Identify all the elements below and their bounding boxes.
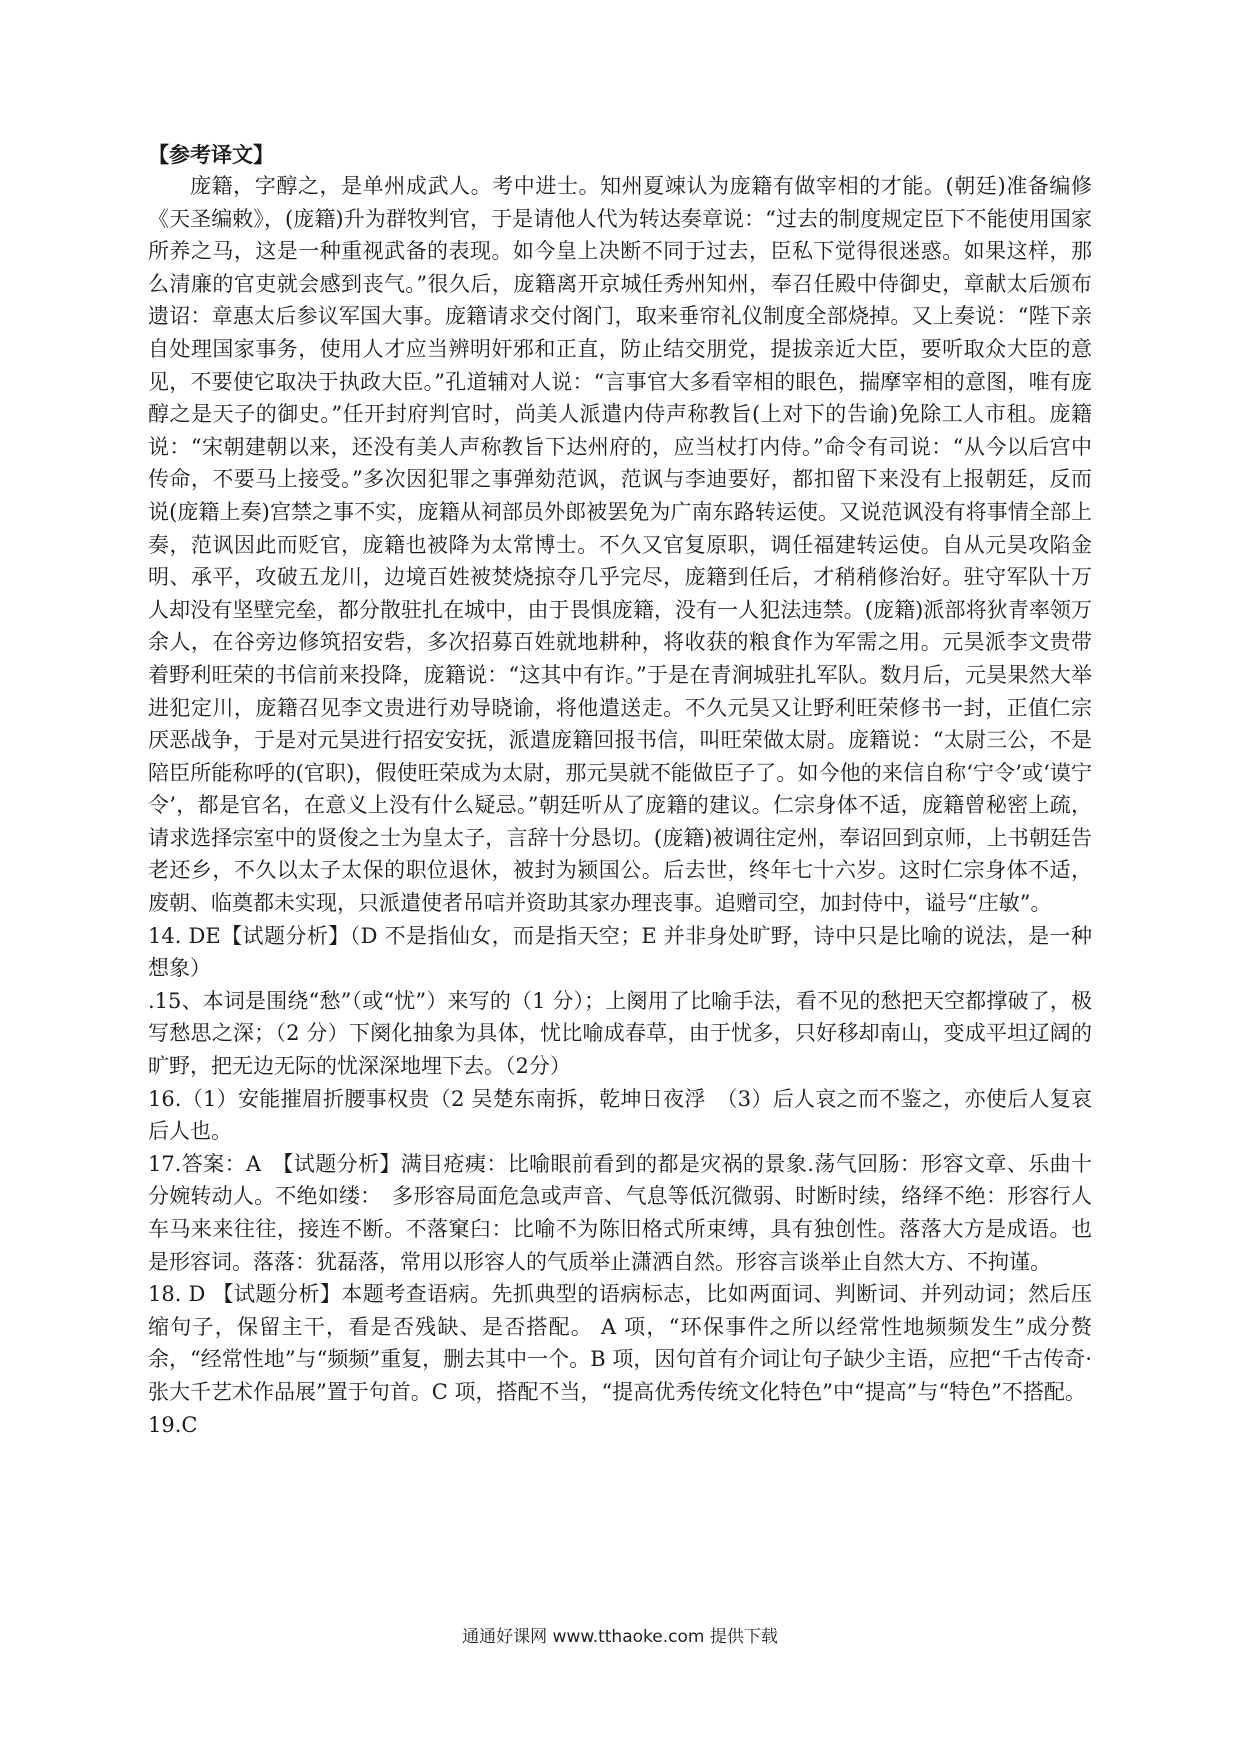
translation-paragraph: 庞籍，字醇之，是单州成武人。考中进士。知州夏竦认为庞籍有做宰相的才能。(朝廷)准备编修《天圣编敕》，(庞籍)升为群牧判官，于是请他人代为转达奏章说：“过去的制度规定臣下不能使用国家所养之马，这是一种重视武备的表现。如今皇上决断不同于过去，臣私下觉得很迷惑。如果这样，那么清廉的官吏就会感到丧气。”很久后，庞籍离开京城任秀州知州，奉召任殿中侍御史，章献太后颁布遗诏：章惠太后参议军国大事。庞籍请求交付阁门，取来垂帘礼仪制度全部烧掉。又上奏说：“陛下亲自处理国家事务，使用人才应当辨明奸邪和正直，防止结交朋党，提拔亲近大臣，要听取众大臣的意见，不要使它取决于执政大臣。”孔道辅对人说：“言事官大多看宰相的眼色，揣摩宰相的意图，唯有庞醇之是天子的御史。”任开封府判官时，尚美人派遣内侍声称教旨(上对下的告谕)免除工人市租。庞籍说：“宋朝建朝以来，还没有美人声称教旨下达州府的，应当杖打内侍。”命令有司说：“从今以后宫中传命，不要马上接受。”多次因犯罪之事弹劾范讽，范讽与李迪要好，都扣留下来没有上报朝廷，反而说(庞籍上奏)宫禁之事不实，庞籍从祠部员外郎被罢免为广南东路转运使。又说范讽没有将事情全部上奏，范讽因此而贬官，庞籍也被降为太常博士。不久又官复原职，调任福建转运使。自从元昊攻陷金明、承平，攻破五龙川，边境百姓被焚烧掠夺几乎完尽，庞籍到任后，才稍稍修治好。驻守军队十万人却没有坚壁完垒，都分散驻扎在城中，由于畏惧庞籍，没有一人犯法违禁。(庞籍)派部将狄青率领万余人，在谷旁边修筑招安砦，多次招募百姓就地耕种，将收获的粮食作为军需之用。元昊派李文贵带着野利旺荣的书信前来投降，庞籍说：“这其中有诈。”于是在青涧城驻扎军队。数月后，元昊果然大举进犯定川，庞籍召见李文贵进行劝导晓谕，将他遣送走。不久元昊又让野利旺荣修书一封，正值仁宗厌恶战争，于是对元昊进行招安安抚，派遣庞籍回报书信，叫旺荣做太尉。庞籍说：“太尉三公，不是陪臣所能称呼的(官职)，假使旺荣成为太尉，那元昊就不能做臣子了。如今他的来信自称‘宁令’或‘谟宁令’，都是官名，在意义上没有什么疑忌。”朝廷听从了庞籍的建议。仁宗身体不适，庞籍曾秘密上疏，请求选择宗室中的贤俊之士为皇太子，言辞十分恳切。(庞籍)被调往定州，奉诏回到京师，上书朝廷告老还乡，不久以太子太保的职位退休，被封为颍国公。后去世，终年七十六岁。这时仁宗身体不适，废朝、临奠都未实现，只派遣使者吊唁并资助其家办理丧事。追赠司空，加封侍中，谥号“庄敏”。 (148, 174, 1092, 916)
page-footer: 通通好课网 www.tthaoke.com 提供下载 (462, 1627, 778, 1647)
answer-15: .15、本词是围绕“愁”（或“忧”）来写的（1 分）；上阕用了比喻手法，看不见的愁把天空都撑破了，极写愁思之深；（2 分）下阕化抽象为具体，忧比喻成春草，由于忧多，只好移却南山，变成平坦辽阔的旷野，把无边无际的忧深深地埋下去。（2分） (148, 988, 1092, 1079)
answer-19: 19.C (148, 1412, 198, 1437)
document-page (148, 140, 1092, 1441)
answer-14: 14. DE【试题分析】（D 不是指仙女，而是指天空；E 并非身处旷野，诗中只是比喻的说法，是一种想象） (148, 923, 1092, 981)
answer-16: 16.（1）安能摧眉折腰事权贵（2 吴楚东南拆，乾坤日夜浮 （3）后人哀之而不鉴之，亦使后人复哀后人也。 (148, 1086, 1092, 1144)
section-heading: 【参考译文】 (148, 143, 274, 167)
answer-17: 17.答案：A 【试题分析】满目疮痍：比喻眼前看到的都是灾祸的景象.荡气回肠：形容文章、乐曲十分婉转动人。不绝如缕： 多形容局面危急或声音、气息等低沉微弱、时断时续，络绎不绝：形容行人车马来来往往，接连不断。不落窠臼：比喻不为陈旧格式所束缚，具有独创性。落落大方是成语。也是形容词。落落：犹磊落，常用以形容人的气质举止潇洒自然。形容言谈举止自然大方、不拘谨。 (148, 1151, 1092, 1274)
answer-18: 18. D 【试题分析】本题考查语病。先抓典型的语病标志，比如两面词、判断词、并列动词；然后压缩句子，保留主干，看是否残缺、是否搭配。 A 项，“环保事件之所以经常性地频频发生”成分赘余，“经常性地”与“频频”重复，删去其中一个。B 项，因句首有介词让句子缺少主语，应把“千古传奇·张大千艺术作品展”置于句首。C 项，搭配不当，“提高优秀传统文化特色”中“提高”与“特色”不搭配。 (148, 1282, 1092, 1404)
